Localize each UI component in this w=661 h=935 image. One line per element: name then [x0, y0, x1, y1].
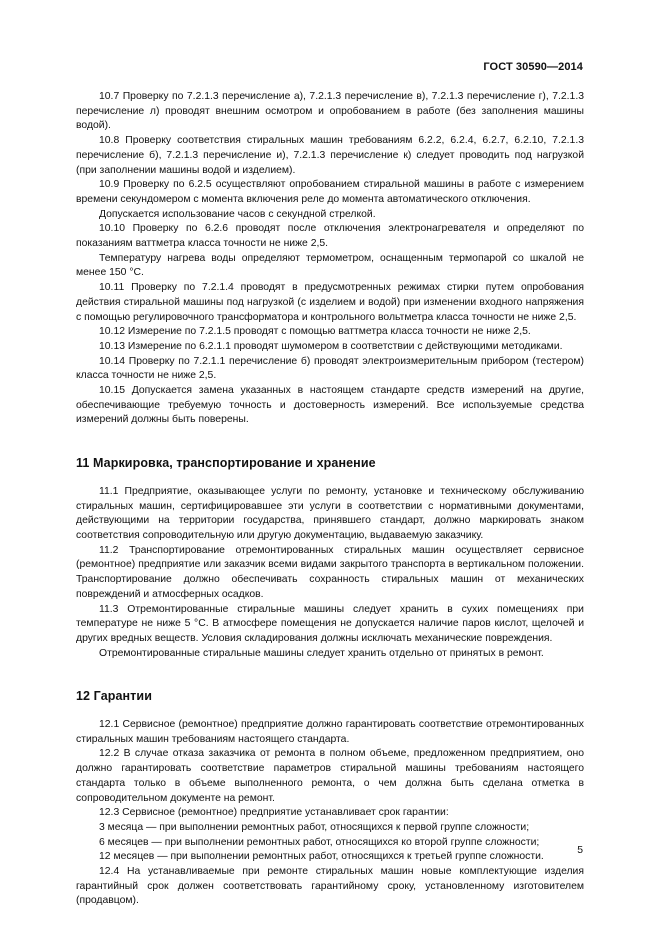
section-12-body — [76, 718, 584, 909]
paragraph-11-2: 11.2 Транспортирование отремонтированных стиральных машин осуществляет сервисное (ремонтное) предприятие или заказчик всеми видами закрытого транспорта в вертикальном положении. Транспортирование должно обеспечивать сохранность стиральных машин от механических повреждений и атмосферных осадков. — [76, 544, 584, 600]
paragraph-10-11: 10.11 Проверку по 7.2.1.4 проводят в предусмотренных режимах стирки путем опробования действия стиральной машины под нагрузкой (с изделием и водой) при изменении входного напряжения с помощью регулировочного трансформатора и контрольного вольтметра класса точности не ниже 2,5. — [76, 282, 584, 323]
paragraph-10-10: 10.10 Проверку по 6.2.6 проводят после отключения электронагревателя и определяют по показаниям ваттметра класса точности не ниже 2,5. — [76, 223, 584, 250]
warranty-6-months: 6 месяцев — при выполнении ремонтных работ, относящихся ко второй группе сложности; — [99, 836, 540, 848]
paragraph-10-13: 10.13 Измерение по 6.2.1.1 проводят шумомером в соответствии с действующими методиками. — [99, 340, 563, 352]
tests-block — [76, 90, 584, 428]
paragraph-10-9-note: Допускается использование часов с секундной стрелкой. — [99, 208, 376, 220]
paragraph-10-14: 10.14 Проверку по 7.2.1.1 перечисление б) проводят электроизмерительным прибором (тестером) класса точности не ниже 2,5. — [76, 355, 584, 382]
paragraph-12-2: 12.2 В случае отказа заказчика от ремонта в полном объеме, предложенном предприятием, оно должно гарантировать соответствие параметров стиральной машины требованиям настоящего стандарта только в объеме выполненного ремонта, о чем должна быть сделана отметка в сопроводительном документе на ремонт. — [76, 748, 584, 804]
paragraph-12-4: 12.4 На устанавливаемые при ремонте стиральных машин новые комплектующие изделия гарантийный срок должен соответствовать гарантийному сроку, установленному изготовителем (продавцом). — [76, 866, 584, 907]
document-code: ГОСТ 30590—2014 — [483, 61, 583, 73]
section-11-title: 11 Маркировка, транспортирование и хранение — [76, 456, 376, 471]
paragraph-10-7: 10.7 Проверку по 7.2.1.3 перечисление а), 7.2.1.3 перечисление в), 7.2.1.3 перечисление г), 7.2.1.3 перечисление л) проводят внешним осмотром и опробованием в работе (без заполнения машины водой). — [76, 91, 584, 132]
paragraph-10-10-note: Температуру нагрева воды определяют термометром, оснащенным термопарой со шкалой не менее 150 °С. — [76, 252, 584, 279]
paragraph-10-9: 10.9 Проверку по 6.2.5 осуществляют опробованием стиральной машины в работе с измерением времени секундомером с момента включения реле до момента автоматического отключения. — [76, 179, 584, 205]
paragraph-11-3: 11.3 Отремонтированные стиральные машины следует хранить в сухих помещениях при температуре не ниже 5 °С. В атмосфере помещения не допускается наличие паров кислот, щелочей и других вредных веществ. Условия складирования должны исключать механические повреждения. — [76, 603, 584, 644]
paragraph-10-12: 10.12 Измерение по 7.2.1.5 проводят с помощью ваттметра класса точности не ниже 2,5. — [99, 326, 531, 338]
paragraph-12-1: 12.1 Сервисное (ремонтное) предприятие должно гарантировать соответствие отремонтированных стиральных машин требованиям настоящего стандарта. — [76, 719, 584, 745]
section-12-title: 12 Гарантии — [76, 689, 152, 704]
paragraph-10-8: 10.8 Проверку соответствия стиральных машин требованиям 6.2.2, 6.2.4, 6.2.7, 6.2.10, 7.2.1.3 перечисление б), 7.2.1.3 перечисление и), 7.2.1.3 перечисление к) следует проводить под нагрузкой (при заполнении машины водой и изделием). — [76, 135, 584, 176]
section-11-body — [76, 485, 584, 661]
paragraph-11-1: 11.1 Предприятие, оказывающее услуги по ремонту, установке и техническому обслуживанию стиральных машин, сертифицировавшее эти услуги в соответствии с нормативными документами, действующими на территории государства, принявшего стандарт, должно маркировать знаком соответствия сопроводительную или другую документацию, выдаваемую заказчику. — [76, 485, 584, 541]
warranty-12-months: 12 месяцев — при выполнении ремонтных работ, относящихся к третьей группе сложности. — [99, 851, 544, 863]
page-number: 5 — [577, 845, 583, 856]
paragraph-12-3: 12.3 Сервисное (ремонтное) предприятие устанавливает срок гарантии: — [99, 807, 449, 819]
warranty-3-months: 3 месяца — при выполнении ремонтных работ, относящихся к первой группе сложности; — [99, 821, 530, 833]
page-content — [76, 90, 584, 909]
paragraph-11-3-note: Отремонтированные стиральные машины следует хранить отдельно от принятых в ремонт. — [99, 647, 544, 659]
paragraph-10-15: 10.15 Допускается замена указанных в настоящем стандарте средств измерений на другие, обеспечивающие требуемую точность и достоверность измерений. Все используемые средства измерений должны быть поверены. — [76, 385, 584, 426]
